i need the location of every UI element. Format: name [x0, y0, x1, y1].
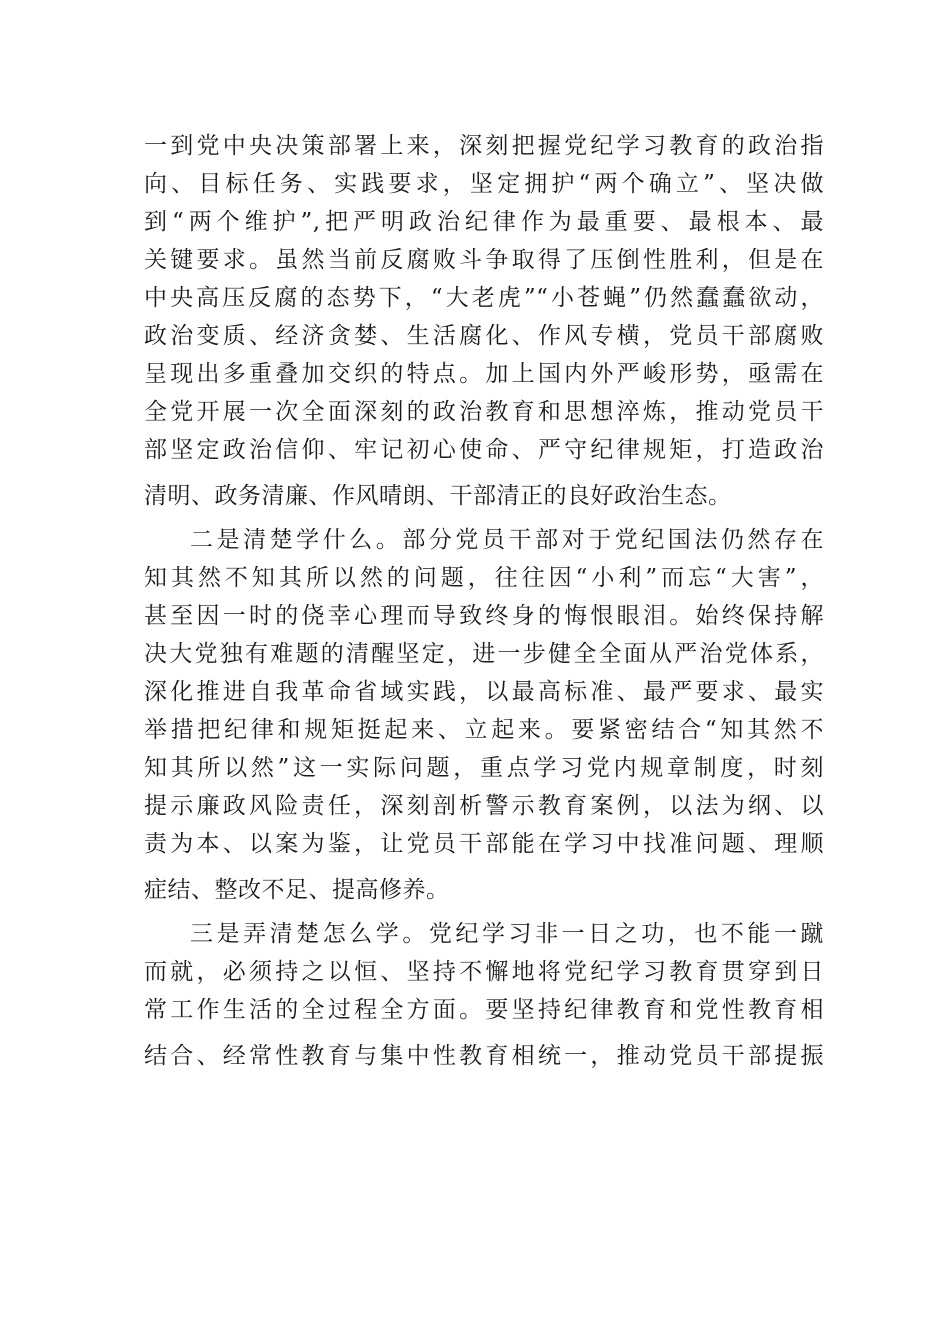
text-line: 政治变质、经济贪婪、生活腐化、作风专横，党员干部腐败 [144, 323, 824, 349]
document-body [144, 127, 824, 1075]
text-line: 常工作生活的全过程全方面。要坚持纪律教育和党性教育相 [144, 997, 824, 1023]
text-line: 全党开展一次全面深刻的政治教育和思想淬炼，推动党员干 [144, 399, 824, 425]
text-line: 呈现出多重叠加交织的特点。加上国内外严峻形势，亟需在 [144, 361, 824, 387]
text-line: 决大党独有难题的清醒坚定，进一步健全全面从严治党体系， [144, 641, 824, 667]
text-line: 结合、经常性教育与集中性教育相统一，推动党员干部提振 [144, 1043, 824, 1069]
text-line: 中央高压反腐的态势下，“大老虎”“小苍蝇”仍然蠢蠢欲动， [144, 285, 824, 311]
text-line: 二是清楚学什么。部分党员干部对于党纪国法仍然存在 [190, 527, 824, 553]
text-line: 知其然不知其所以然的问题，往往因“小利”而忘“大害”， [144, 565, 824, 591]
text-line: 甚至因一时的侥幸心理而导致终身的悔恨眼泪。始终保持解 [144, 603, 824, 629]
text-line: 举措把纪律和规矩挺起来、立起来。要紧密结合“知其然不 [144, 717, 824, 743]
text-line: 到“两个维护”,把严明政治纪律作为最重要、最根本、最 [144, 209, 824, 235]
paragraph-1 [144, 127, 824, 515]
text-line: 而就，必须持之以恒、坚持不懈地将党纪学习教育贯穿到日 [144, 959, 824, 985]
text-line: 关键要求。虽然当前反腐败斗争取得了压倒性胜利，但是在 [144, 247, 824, 273]
paragraph-2 [144, 521, 824, 909]
text-line: 深化推进自我革命省域实践，以最高标准、最严要求、最实 [144, 679, 824, 705]
paragraph-3 [144, 915, 824, 1075]
text-line: 向、目标任务、实践要求，坚定拥护“两个确立”、坚决做 [144, 171, 824, 197]
text-line: 症结、整改不足、提高修养。 [144, 877, 450, 903]
text-line: 部坚定政治信仰、牢记初心使命、严守纪律规矩，打造政治 [144, 437, 824, 463]
text-line: 知其所以然”这一实际问题，重点学习党内规章制度，时刻 [144, 755, 824, 781]
text-line: 提示廉政风险责任，深刻剖析警示教育案例，以法为纲、以 [144, 793, 824, 819]
text-line: 清明、政务清廉、作风晴朗、干部清正的良好政治生态。 [144, 483, 732, 509]
text-line: 一到党中央决策部署上来，深刻把握党纪学习教育的政治指 [144, 133, 824, 159]
text-line: 责为本、以案为鉴，让党员干部能在学习中找准问题、理顺 [144, 831, 824, 857]
text-line: 三是弄清楚怎么学。党纪学习非一日之功，也不能一蹴 [190, 921, 824, 947]
